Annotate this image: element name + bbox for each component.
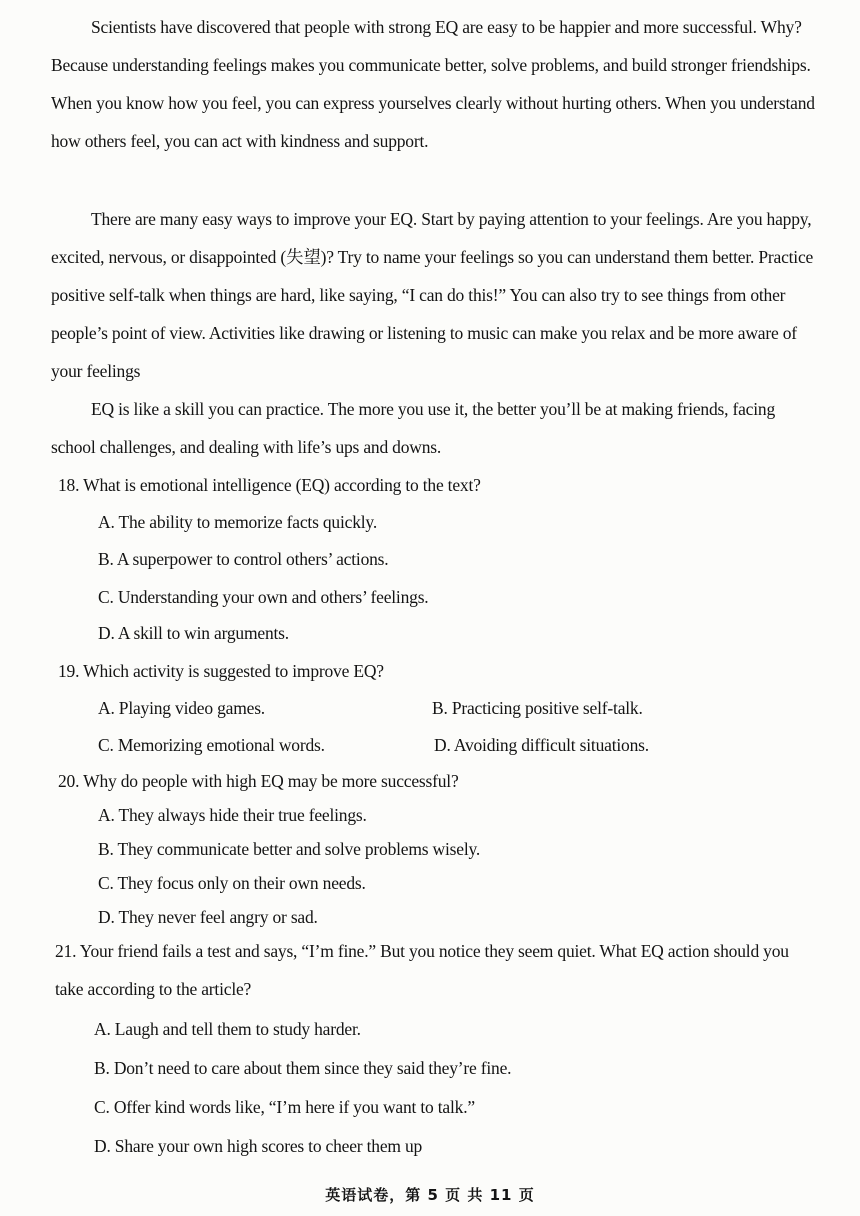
question-18-option-c[interactable]: C. Understanding your own and others’ feelings. — [98, 587, 429, 607]
question-18-option-b[interactable]: B. A superpower to control others’ actions. — [98, 549, 389, 569]
passage-paragraph-3 — [51, 390, 821, 466]
question-21-option-c[interactable]: C. Offer kind words like, “I’m here if you want to talk.” — [94, 1097, 475, 1117]
passage-paragraph-2 — [51, 200, 821, 390]
question-21-option-b[interactable]: B. Don’t need to care about them since they said they’re fine. — [94, 1058, 512, 1078]
question-21-option-a[interactable]: A. Laugh and tell them to study harder. — [94, 1019, 361, 1039]
question-20-option-a[interactable]: A. They always hide their true feelings. — [98, 805, 367, 825]
question-21-stem: 21. Your friend fails a test and says, “I’m fine.” But you notice they seem quiet. What EQ action should you take according to the article? — [55, 941, 789, 999]
question-18-option-a[interactable]: A. The ability to memorize facts quickly. — [98, 512, 378, 532]
question-19-option-b[interactable]: B. Practicing positive self-talk. — [432, 698, 643, 718]
passage-paragraph-1-text: Scientists have discovered that people with strong EQ are easy to be happier and more successful. Why? Because understanding feelings makes you communicate better, solve problems, and build stronger friendships. When you know how you feel, you can express yourselves clearly without hurting others. When you understand how others feel, you can act with kindness and support. — [51, 17, 815, 151]
question-19-option-c[interactable]: C. Memorizing emotional words. — [98, 735, 325, 755]
question-18-stem: 18. What is emotional intelligence (EQ) according to the text? — [58, 475, 481, 495]
question-20-option-d[interactable]: D. They never feel angry or sad. — [98, 907, 318, 927]
passage-paragraph-3-text: EQ is like a skill you can practice. The more you use it, the better you’ll be at making friends, facing school challenges, and dealing with life’s ups and downs. — [51, 399, 776, 457]
question-20-option-c[interactable]: C. They focus only on their own needs. — [98, 873, 366, 893]
question-21-option-d[interactable]: D. Share your own high scores to cheer them up — [94, 1136, 423, 1156]
question-20-option-b[interactable]: B. They communicate better and solve problems wisely. — [98, 839, 481, 859]
passage-paragraph-2-text: There are many easy ways to improve your EQ. Start by paying attention to your feelings. Are you happy, excited, nervous, or disappointed (失望)? Try to name your feelings so you can understand them better. Practice positive self-talk when things are hard, like saying, “I can do this!” You can also try to see things from other people’s point of view. Activities like drawing or listening to music can make you relax and be more aware of your feelings — [51, 209, 814, 381]
question-20-stem: 20. Why do people with high EQ may be more successful? — [58, 771, 459, 791]
question-19-option-d[interactable]: D. Avoiding difficult situations. — [434, 735, 649, 755]
question-19-option-a[interactable]: A. Playing video games. — [98, 698, 265, 718]
page-footer: 英语试卷，第 5 页 共 11 页 — [325, 1186, 535, 1204]
question-18-option-d[interactable]: D. A skill to win arguments. — [98, 623, 289, 643]
question-19-stem: 19. Which activity is suggested to improve EQ? — [58, 661, 384, 681]
passage-paragraph-1 — [51, 8, 821, 160]
